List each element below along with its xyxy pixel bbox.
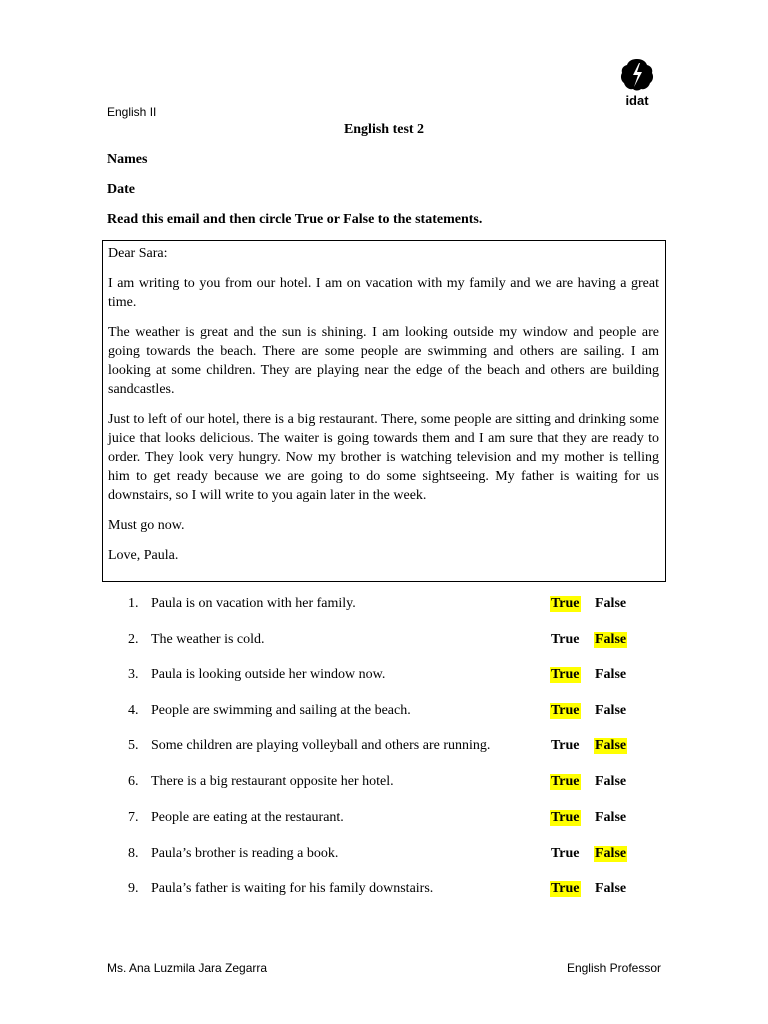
question-number: 1. [128, 596, 139, 611]
idat-logo [619, 57, 655, 111]
email-paragraph: I am writing to you from our hotel. I am on vacation with my family and we are having a great time. [108, 276, 659, 310]
brain-icon [619, 57, 655, 93]
question-text: There is a big restaurant opposite her hotel. [151, 774, 394, 789]
true-option[interactable]: True [551, 846, 580, 861]
question-row [0, 632, 768, 652]
question-number: 4. [128, 703, 139, 718]
question-row [0, 774, 768, 794]
instruction-text: Read this email and then circle True or False to the statements. [107, 212, 483, 227]
true-option[interactable]: True [551, 738, 580, 753]
question-row [0, 881, 768, 901]
question-row [0, 810, 768, 830]
true-option[interactable]: True [551, 632, 580, 647]
true-option[interactable]: True [551, 667, 580, 682]
page-title: English test 2 [343, 122, 425, 137]
email-signature: Love, Paula. [108, 548, 179, 563]
false-option[interactable]: False [595, 810, 627, 825]
false-option[interactable]: False [595, 881, 627, 896]
false-option[interactable]: False [595, 632, 627, 647]
footer-role: English Professor [566, 961, 661, 975]
question-number: 5. [128, 738, 139, 753]
question-number: 3. [128, 667, 139, 682]
false-option[interactable]: False [595, 667, 627, 682]
question-row [0, 846, 768, 866]
question-text: People are eating at the restaurant. [151, 810, 344, 825]
question-row [0, 738, 768, 758]
question-text: Paula’s brother is reading a book. [151, 846, 339, 861]
question-number: 2. [128, 632, 139, 647]
question-row [0, 596, 768, 616]
logo-text: idat [625, 93, 649, 108]
email-closing: Must go now. [108, 518, 185, 533]
question-number: 6. [128, 774, 139, 789]
email-paragraph: Just to left of our hotel, there is a big restaurant. There, some people are sitting and drinking some juice that looks delicious. The waiter is going towards them and I am sure that they are ready to order. They look very hungry. Now my brother is watching television and my mother is telling him to get ready because we are going to do some sightseeing. My father is waiting for us downstairs, so I will write to you again later in the week. [108, 412, 659, 503]
question-text: Paula is on vacation with her family. [151, 596, 356, 611]
email-box [102, 240, 666, 582]
question-text: Some children are playing volleyball and others are running. [151, 738, 491, 753]
names-label: Names [107, 152, 148, 167]
false-option[interactable]: False [595, 774, 627, 789]
question-text: Paula’s father is waiting for his family downstairs. [151, 881, 434, 896]
true-option[interactable]: True [551, 881, 580, 896]
true-option[interactable]: True [551, 703, 580, 718]
question-text: The weather is cold. [151, 632, 265, 647]
false-option[interactable]: False [595, 738, 627, 753]
false-option[interactable]: False [595, 703, 627, 718]
email-greeting: Dear Sara: [108, 246, 168, 261]
true-option[interactable]: True [551, 810, 580, 825]
false-option[interactable]: False [595, 596, 627, 611]
question-row [0, 667, 768, 687]
question-number: 7. [128, 810, 139, 825]
course-name: English II [107, 105, 157, 119]
date-label: Date [107, 182, 135, 197]
true-option[interactable]: True [551, 596, 580, 611]
question-text: People are swimming and sailing at the beach. [151, 703, 411, 718]
question-text: Paula is looking outside her window now. [151, 667, 386, 682]
true-option[interactable]: True [551, 774, 580, 789]
question-number: 8. [128, 846, 139, 861]
question-number: 9. [128, 881, 139, 896]
false-option[interactable]: False [595, 846, 627, 861]
footer-author: Ms. Ana Luzmila Jara Zegarra [107, 961, 268, 975]
question-row [0, 703, 768, 723]
email-paragraph: The weather is great and the sun is shining. I am looking outside my window and people are going towards the beach. There are some people are swimming and others are sailing. I am looking at some children. They are playing near the edge of the beach and others are building sandcastles. [108, 325, 659, 397]
